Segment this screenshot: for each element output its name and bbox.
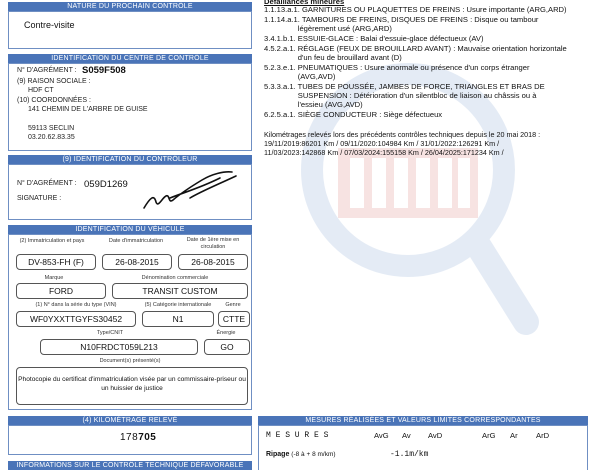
col-avd: AvD <box>428 431 443 440</box>
docs-label: Document(s) présenté(s) <box>99 358 161 364</box>
defaillance-item: 5.3.3.a.1. TUBES DE POUSSÉE, JAMBES DE FORCE, TRIANGLES ET BRAS DE <box>264 82 545 91</box>
centre-agrement-value: S059F508 <box>82 65 126 76</box>
km-history-line: 19/11/2019:86201 Km / 09/11/2020:104984 Km / 31/01/2022:126291 Km / <box>264 139 500 148</box>
controleur-agrement-label: N° D'AGRÉMENT : <box>17 180 77 187</box>
denomination-box: TRANSIT CUSTOM <box>112 283 248 299</box>
kilometrage-value <box>120 432 156 443</box>
ripage-range: (-8 à + 8 m/km) <box>291 451 336 458</box>
ripage-value: -1.1m/km <box>390 450 429 459</box>
mesures-header: MESURES RÉALISÉES ET VALEURS LIMITES CORRESPONDANTES <box>258 416 588 425</box>
centre-header: IDENTIFICATION DU CENTRE DE CONTRÔLE <box>8 54 252 63</box>
defaillance-item: 5.2.3.e.1. PNEUMATIQUES : Usure anormale ou présence d'un corps étranger <box>264 63 530 72</box>
controleur-signature-label: SIGNATURE : <box>17 195 62 202</box>
prochain-controle-value: Contre-visite <box>24 20 75 30</box>
defaillance-item: 3.4.1.b.1. ESSUIE-GLACE : Balai d'essuie-glace défectueux (AV) <box>264 34 484 43</box>
denomination-label: Dénomination commerciale <box>141 275 209 281</box>
immat-box: DV-853-FH (F) <box>16 254 96 270</box>
date-first-label: Date de 1ère mise en circulation <box>186 237 240 250</box>
signature-scribble <box>140 168 240 214</box>
defaillance-item: 4.5.2.a.1. RÉGLAGE (FEUX DE BROUILLARD AVANT) : Mauvaise orientation horizontale <box>264 44 567 53</box>
col-ard: ArD <box>536 431 550 440</box>
controleur-agrement-value: 059D1269 <box>84 179 128 190</box>
defaillances-title: Défaillances mineures <box>264 0 345 6</box>
defaillance-item: SUSPENSION : Détérioration d'un silentbloc de liaison au châssis ou à <box>264 91 537 100</box>
kilometrage-value-light: 178 <box>120 432 139 443</box>
genre-label: Genre <box>225 302 241 308</box>
date-immat-box: 26-08-2015 <box>102 254 172 270</box>
ripage-label <box>266 450 336 459</box>
vin-box: WF0YXXTTGYFS30452 <box>16 311 136 327</box>
defaillance-item: 6.2.5.a.1. SIÈGE CONDUCTEUR : Siège défectueux <box>264 110 443 119</box>
bottom-left-header: INFORMATIONS SUR LE CONTRÔLE TECHNIQUE DÉFAVORABLE <box>8 461 252 470</box>
centre-raison-value: HDF CT <box>28 87 54 94</box>
immat-label: (2) Immatriculation et pays <box>19 238 85 244</box>
km-history-title: Kilométrages relevés lors des précédents contrôles techniques depuis le 20 mai 2018 : <box>264 130 541 139</box>
docs-box: Photocopie du certificat d'immatriculation visée par un commissaire-priseur ou un huissier de justice <box>16 367 248 405</box>
defaillance-item: 1.1.13.a.1. GARNITURES OU PLAQUETTES DE FREINS : Usure importante (ARG,ARD) <box>264 5 567 14</box>
centre-agrement-label: N° D'AGRÉMENT : <box>17 67 77 74</box>
prochain-controle-header: NATURE DU PROCHAIN CONTRÔLE <box>8 2 252 11</box>
col-ar: Ar <box>510 431 518 440</box>
type-label: Type/CNIT <box>96 330 124 336</box>
energie-label: Énergie <box>216 330 236 336</box>
defaillance-item: 1.1.14.a.1. TAMBOURS DE FREINS, DISQUES DE FREINS : Disque ou tambour <box>264 15 539 24</box>
col-arg: ArG <box>482 431 496 440</box>
defaillance-item: l'essieu (AVG,AVD) <box>264 100 363 109</box>
centre-address2: 59113 SECLIN <box>28 125 75 132</box>
col-av: Av <box>402 431 411 440</box>
prochain-controle-panel <box>8 11 252 49</box>
date-immat-label: Date d'immatriculation <box>108 238 164 244</box>
vin-label: (1) N° dans la série du type (VIN) <box>35 302 117 308</box>
categorie-label: (5) Catégorie internationale <box>144 302 212 308</box>
type-box: N10FRDCT059L213 <box>40 339 198 355</box>
kilometrage-value-bold: 705 <box>138 432 157 443</box>
defaillance-item: légèrement usé (ARG,ARD) <box>264 24 392 33</box>
energie-box: GO <box>204 339 250 355</box>
categorie-box: N1 <box>142 311 214 327</box>
marque-label: Marque <box>44 275 64 281</box>
date-first-box: 26-08-2015 <box>178 254 248 270</box>
genre-box: CTTE <box>218 311 250 327</box>
centre-phone: 03.20.62.83.35 <box>28 134 75 141</box>
ripage-label-text: Ripage <box>266 451 290 458</box>
centre-address1: 141 CHEMIN DE L'ARBRE DE GUISE <box>28 106 148 113</box>
marque-box: FORD <box>16 283 106 299</box>
centre-raison-label: (9) RAISON SOCIALE : <box>17 78 91 85</box>
col-avg: AvG <box>374 431 389 440</box>
defaillance-item: d'un feu de brouillard avant (D) <box>264 53 402 62</box>
kilometrage-header: (4) KILOMÉTRAGE RELEVÉ <box>8 416 252 425</box>
defaillance-item: (AVG,AVD) <box>264 72 336 81</box>
centre-coord-label: (10) COORDONNÉES : <box>17 97 91 104</box>
controleur-header: (9) IDENTIFICATION DU CONTRÔLEUR <box>8 155 252 164</box>
mesures-title: M E S U R E S <box>266 431 329 440</box>
km-history-line: 11/03/2023:142868 Km / 07/03/2024:155158 Km / 26/04/2025:171234 Km / <box>264 148 504 157</box>
vehicule-header: IDENTIFICATION DU VÉHICULE <box>8 225 252 234</box>
